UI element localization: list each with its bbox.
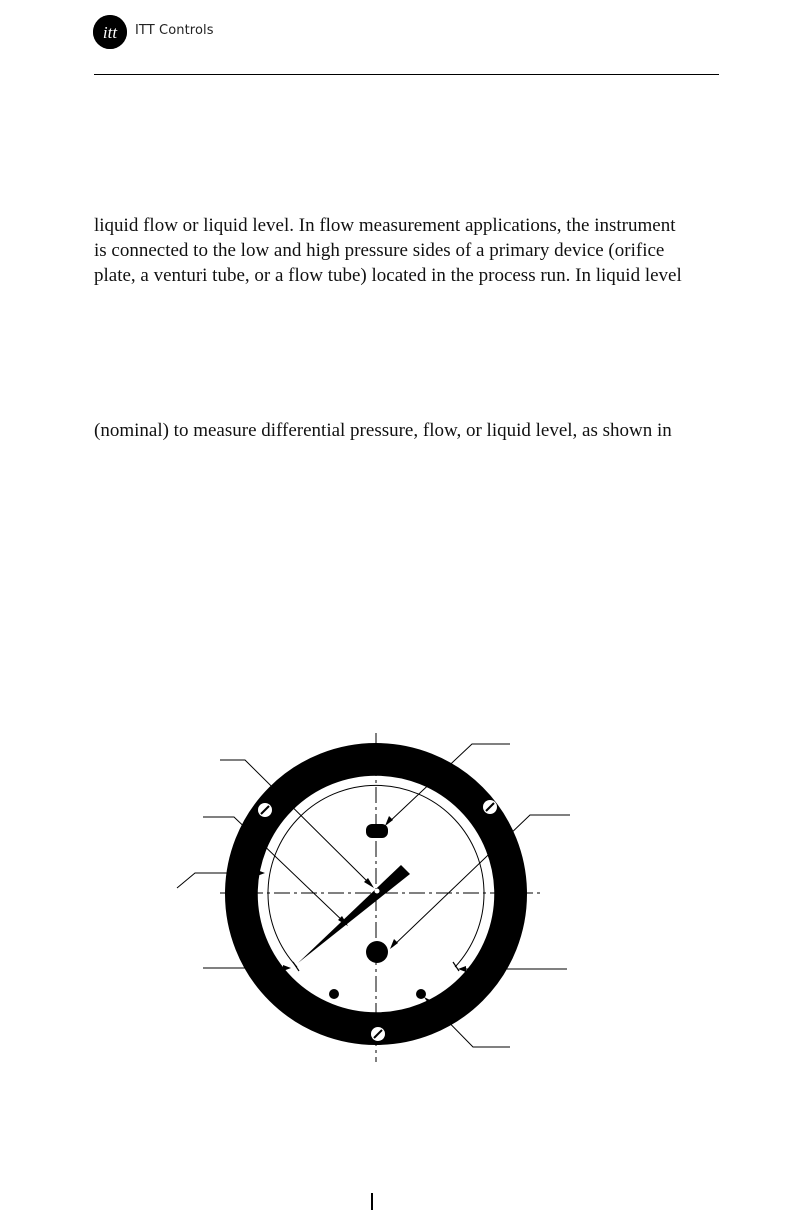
itt-logo-icon [93,15,127,49]
bezel-screw [483,800,497,814]
bezel-screw [258,803,272,817]
svg-text:itt: itt [102,23,118,42]
pointer-hub [375,889,380,894]
body-text-line: liquid flow or liquid level. In flow measurement applications, the instrument [94,215,676,236]
mounting-hole [329,989,339,999]
body-text-line: (nominal) to measure differential pressure, flow, or liquid level, as shown in [94,420,672,441]
window-slot [366,824,388,838]
bezel-screw [371,1027,385,1041]
page-marker [371,1193,373,1210]
body-text-line: plate, a venturi tube, or a flow tube) located in the process run. In liquid level [94,265,682,286]
body-text-line: is connected to the low and high pressure sides of a primary device (orifice [94,240,665,261]
header-divider [94,74,719,75]
zero-adjust-knob [366,941,388,963]
gauge-face-diagram-icon [170,730,580,1065]
brand-name: ITT Controls [135,23,214,38]
